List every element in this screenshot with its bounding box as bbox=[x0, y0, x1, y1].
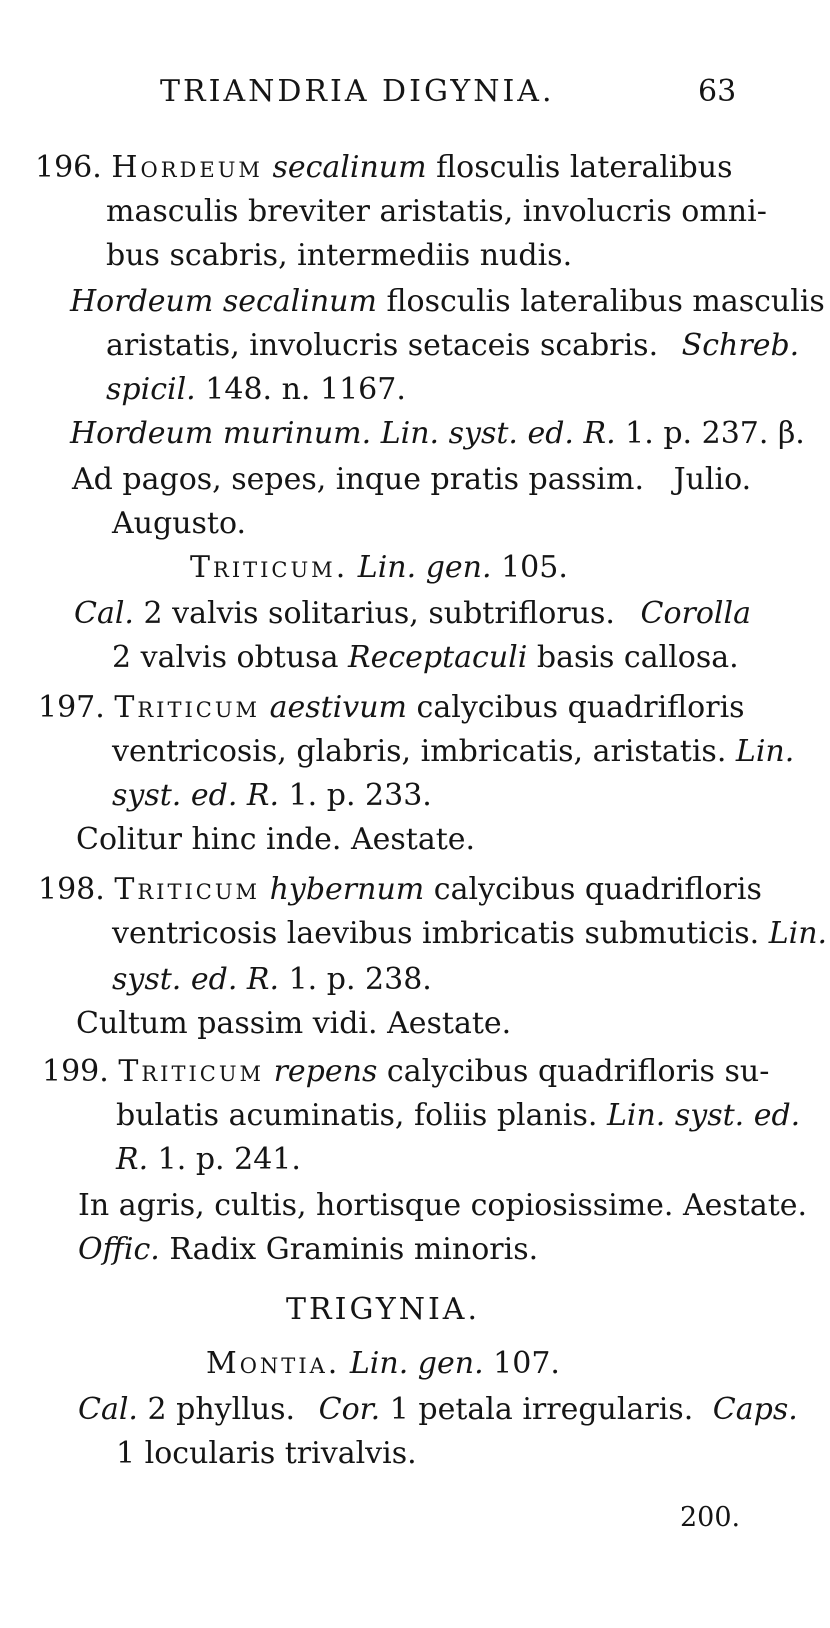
genus-name: Triticum bbox=[114, 872, 261, 907]
calyx-text: 2 valvis solitarius, subtriflorus. bbox=[143, 596, 615, 631]
species-name: repens bbox=[273, 1054, 378, 1089]
entry-197-habitat: Colitur hinc inde. Aestate. bbox=[76, 822, 476, 857]
entry-197-line-3 bbox=[112, 776, 432, 816]
corolla-label: Corolla bbox=[640, 596, 751, 631]
entry-197-line-1 bbox=[38, 688, 745, 728]
synonym-1-line-3 bbox=[106, 370, 406, 410]
receptacle-label: Receptaculi bbox=[348, 640, 528, 675]
description: calycibus quadrifloris bbox=[433, 872, 762, 907]
montia-characters-line-2: 1 locularis trivalvis. bbox=[116, 1436, 417, 1471]
section-heading-trigynia: TRIGYNIA. bbox=[286, 1292, 480, 1327]
description: flosculis lateralibus bbox=[436, 150, 733, 185]
entry-198-line-3 bbox=[112, 960, 432, 1000]
genus-number: 105. bbox=[501, 550, 568, 585]
habitat-line-1 bbox=[72, 460, 751, 500]
receptacle-text: basis callosa. bbox=[536, 640, 739, 675]
entry-198-line-1 bbox=[38, 870, 762, 910]
capsule-label: Caps. bbox=[712, 1392, 798, 1427]
genus-heading-montia bbox=[206, 1344, 560, 1384]
entry-number: 197. bbox=[38, 690, 105, 725]
synonym-1-line-2 bbox=[106, 326, 799, 366]
corolla-text: 1 petala irregularis. bbox=[389, 1392, 694, 1427]
author-abbrev: Lin. syst. ed. bbox=[606, 1098, 801, 1133]
entry-196-line-3: bus scabris, intermediis nudis. bbox=[106, 238, 573, 273]
species-name: hybernum bbox=[269, 872, 425, 907]
calyx-label: Cal. bbox=[74, 596, 134, 631]
genus-name: Triticum. bbox=[190, 550, 349, 585]
corolla-text: 2 valvis obtusa bbox=[112, 640, 339, 675]
species-name: aestivum bbox=[269, 690, 407, 725]
author-abbrev: Lin. bbox=[735, 734, 795, 769]
synonym-title: Hordeum murinum. Lin. syst. ed. R. bbox=[70, 416, 616, 451]
synonym-2 bbox=[70, 414, 805, 454]
calyx-text: 2 phyllus. bbox=[147, 1392, 296, 1427]
entry-number: 199. bbox=[42, 1054, 109, 1089]
entry-197-line-2 bbox=[112, 732, 794, 772]
synonym-text: flosculis lateralibus masculis bbox=[386, 284, 825, 319]
calyx-label: Cal. bbox=[78, 1392, 138, 1427]
work-abbrev: syst. ed. R. bbox=[112, 962, 280, 997]
offic-label: Offic. bbox=[78, 1232, 160, 1267]
page-number: 63 bbox=[698, 74, 737, 109]
montia-characters-line-1 bbox=[78, 1390, 798, 1430]
running-title: TRIANDRIA DIGYNIA. bbox=[160, 74, 555, 109]
triticum-corolla-line bbox=[112, 638, 739, 678]
habitat-text: Ad pagos, sepes, inque pratis passim. bbox=[72, 462, 645, 497]
entry-196-line-1 bbox=[35, 148, 732, 188]
description: bulatis acuminatis, foliis planis. bbox=[116, 1098, 598, 1133]
description: ventricosis, glabris, imbricatis, aristatis. bbox=[112, 734, 727, 769]
entry-198-habitat: Cultum passim vidi. Aestate. bbox=[76, 1006, 512, 1041]
triticum-calyx-line bbox=[74, 594, 751, 634]
entry-198-line-2 bbox=[112, 914, 827, 954]
entry-196-line-2: masculis breviter aristatis, involucris omni- bbox=[106, 194, 767, 229]
genus-heading-triticum bbox=[190, 548, 568, 588]
synonym-title: Hordeum secalinum bbox=[70, 284, 377, 319]
reference-number: 1. p. 237. β. bbox=[625, 416, 805, 451]
synonym-text: aristatis, involucris setaceis scabris. bbox=[106, 328, 659, 363]
reference-number: 1. p. 233. bbox=[288, 778, 432, 813]
entry-number: 198. bbox=[38, 872, 105, 907]
description: calycibus quadrifloris su- bbox=[386, 1054, 770, 1089]
entry-199-line-3 bbox=[116, 1140, 301, 1180]
habitat-line-2: Augusto. bbox=[112, 506, 247, 541]
author-abbrev: Lin. bbox=[768, 916, 828, 951]
reference-number: 1. p. 238. bbox=[288, 962, 432, 997]
author-abbrev: Schreb. bbox=[681, 328, 800, 363]
corolla-label: Cor. bbox=[318, 1392, 381, 1427]
entry-199-line-2 bbox=[116, 1096, 800, 1136]
species-name: secalinum bbox=[272, 150, 427, 185]
description: calycibus quadrifloris bbox=[416, 690, 745, 725]
genus-name: Montia. bbox=[206, 1346, 341, 1381]
genus-reference: Lin. gen. bbox=[349, 1346, 484, 1381]
work-abbrev: R. bbox=[116, 1142, 149, 1177]
entry-199-habitat: In agris, cultis, hortisque copiosissime. Aestate. bbox=[78, 1188, 808, 1223]
work-abbrev: spicil. bbox=[106, 372, 196, 407]
genus-name: Triticum bbox=[118, 1054, 265, 1089]
reference-number: 1. p. 241. bbox=[157, 1142, 301, 1177]
flowering-time: Julio. bbox=[673, 462, 752, 497]
entry-199-offic bbox=[78, 1230, 538, 1270]
entry-number: 196. bbox=[35, 150, 102, 185]
description: ventricosis laevibus imbricatis submuticis. bbox=[112, 916, 760, 951]
genus-number: 107. bbox=[493, 1346, 560, 1381]
genus-name: Triticum bbox=[114, 690, 261, 725]
entry-199-line-1 bbox=[42, 1052, 769, 1092]
offic-text: Radix Graminis minoris. bbox=[169, 1232, 539, 1267]
genus-reference: Lin. gen. bbox=[357, 550, 492, 585]
genus-name: Hordeum bbox=[111, 150, 263, 185]
reference-number: 148. n. 1167. bbox=[205, 372, 406, 407]
work-abbrev: syst. ed. R. bbox=[112, 778, 280, 813]
synonym-1-line-1 bbox=[70, 282, 825, 322]
catchword: 200. bbox=[680, 1502, 741, 1533]
